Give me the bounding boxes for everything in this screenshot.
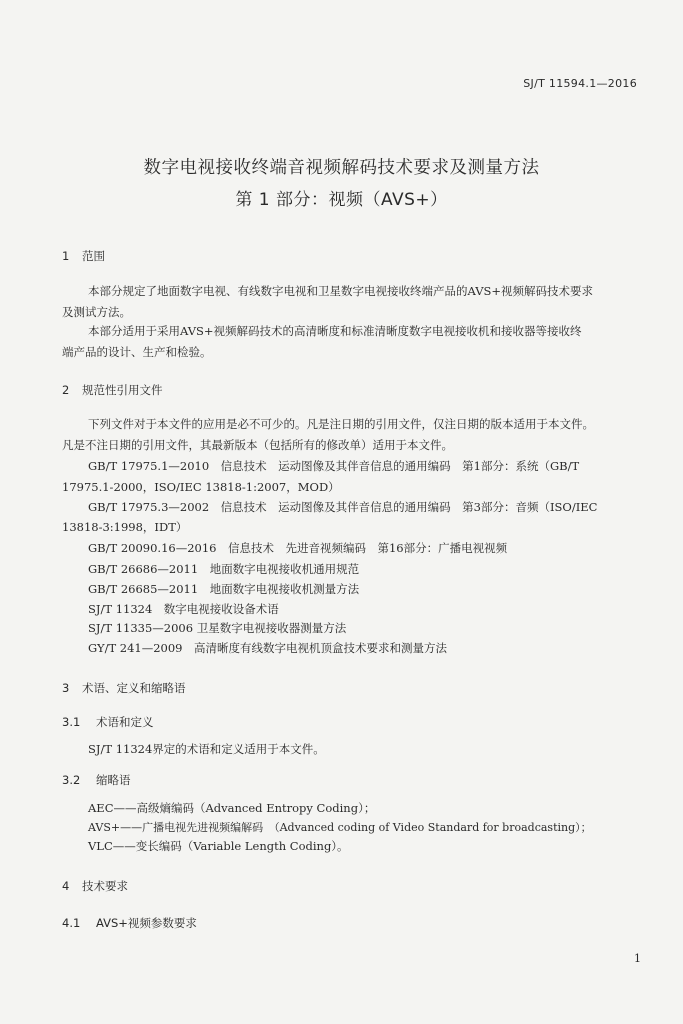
- section-4-1-heading: [62, 915, 197, 931]
- paragraph-line: 下列文件对于本文件的应用是必不可少的。凡是注日期的引用文件，仅注日期的版本适用于本文件。: [88, 417, 594, 431]
- section-title: 缩略语: [96, 773, 131, 787]
- section-1-heading: [62, 248, 105, 264]
- section-3-1-heading: [62, 714, 154, 730]
- section-title: 术语、定义和缩略语: [82, 681, 186, 695]
- abbreviation-line: AVS+——广播电视先进视频编解码 （Advanced coding of Video Standard for broadcasting）；: [88, 821, 592, 834]
- paragraph-line: 本部分适用于采用AVS+视频解码技术的高清晰度和标准清晰度数字电视接收机和接收器等接收终: [88, 324, 582, 338]
- paragraph-line: SJ/T 11324界定的术语和定义适用于本文件。: [88, 742, 325, 756]
- section-4-heading: [62, 878, 128, 894]
- section-3-2-heading: [62, 772, 131, 788]
- section-title: 范围: [82, 249, 105, 263]
- paragraph-line: 本部分规定了地面数字电视、有线数字电视和卫星数字电视接收终端产品的AVS+视频解码技术要求: [88, 284, 594, 298]
- section-number: 1: [62, 249, 70, 263]
- reference-line: SJ/T 11324 数字电视接收设备术语: [88, 602, 279, 616]
- section-2-heading: [62, 382, 163, 398]
- paragraph-line: 端产品的设计、生产和检验。: [62, 345, 212, 359]
- section-number: 3.2: [62, 773, 81, 787]
- paragraph-line: 凡是不注日期的引用文件，其最新版本（包括所有的修改单）适用于本文件。: [62, 438, 453, 452]
- reference-line: SJ/T 11335—2006 卫星数字电视接收器测量方法: [88, 621, 347, 635]
- abbreviation-line: VLC——变长编码（Variable Length Coding）。: [88, 839, 349, 853]
- reference-line: 13818-3:1998，IDT）: [62, 520, 188, 534]
- section-number: 4: [62, 879, 70, 893]
- section-title: 术语和定义: [96, 715, 154, 729]
- document-title: 数字电视接收终端音视频解码技术要求及测量方法: [143, 158, 540, 178]
- abbreviation-line: AEC——高级熵编码（Advanced Entropy Coding）；: [88, 801, 376, 815]
- document-subtitle: 第 1 部分：视频（AVS+）: [235, 190, 448, 210]
- reference-line: GB/T 26685—2011 地面数字电视接收机测量方法: [88, 582, 360, 596]
- section-number: 3.1: [62, 715, 81, 729]
- section-title: 技术要求: [82, 879, 128, 893]
- reference-line: 17975.1-2000，ISO/IEC 13818-1:2007，MOD）: [62, 480, 340, 494]
- reference-line: GY/T 241—2009 高清晰度有线数字电视机顶盒技术要求和测量方法: [88, 641, 447, 655]
- reference-line: GB/T 17975.3—2002 信息技术 运动图像及其伴音信息的通用编码 第3部分：音频（ISO/IEC: [88, 500, 598, 514]
- section-title: 规范性引用文件: [82, 383, 163, 397]
- section-number: 3: [62, 681, 70, 695]
- section-3-heading: [62, 680, 186, 696]
- section-number: 2: [62, 383, 70, 397]
- paragraph-line: 及测试方法。: [62, 305, 131, 319]
- reference-line: GB/T 17975.1—2010 信息技术 运动图像及其伴音信息的通用编码 第1部分：系统（GB/T: [88, 459, 580, 473]
- page-number: 1: [634, 952, 641, 965]
- reference-line: GB/T 26686—2011 地面数字电视接收机通用规范: [88, 562, 360, 576]
- section-number: 4.1: [62, 916, 81, 930]
- standard-code: SJ/T 11594.1—2016: [523, 77, 637, 90]
- section-title: AVS+视频参数要求: [96, 916, 197, 930]
- reference-line: GB/T 20090.16—2016 信息技术 先进音视频编码 第16部分：广播电视视频: [88, 541, 508, 555]
